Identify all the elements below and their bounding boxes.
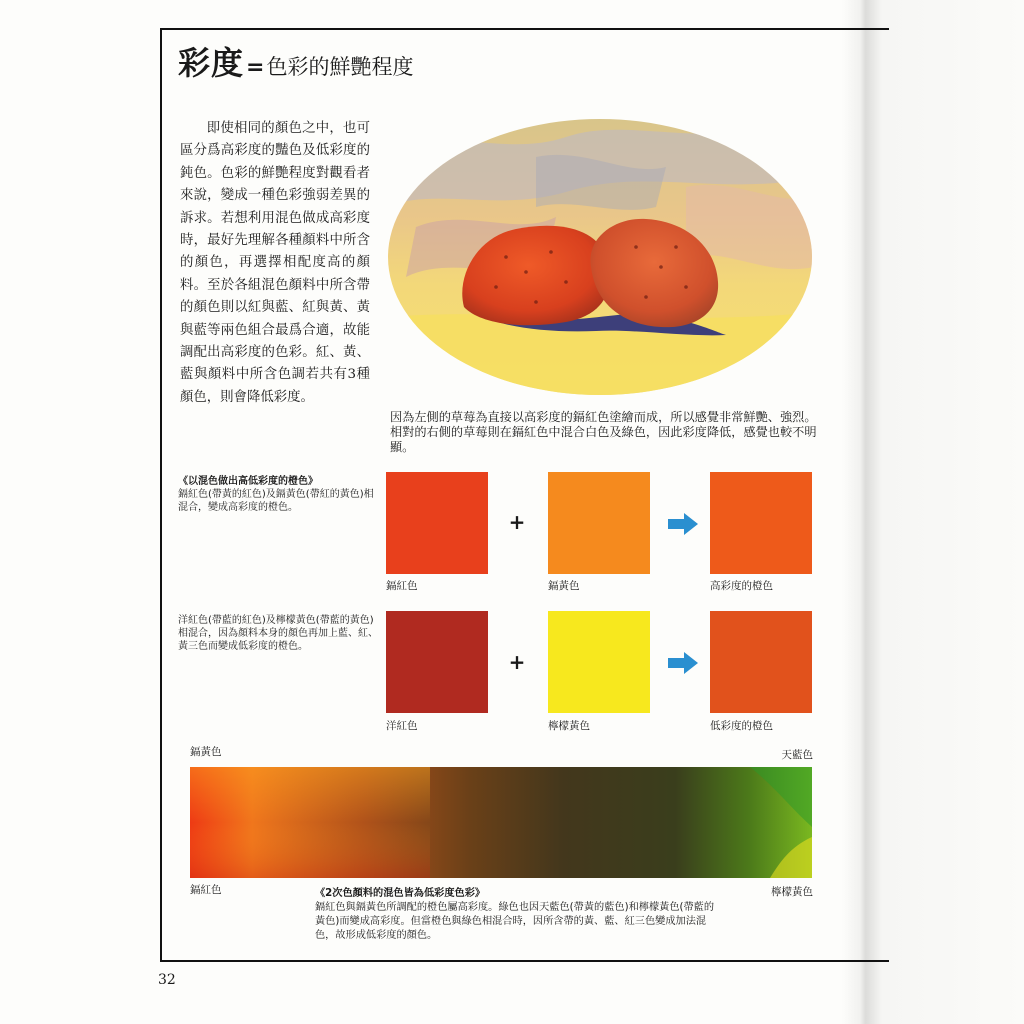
swatch-lemon-yellow [548, 611, 650, 713]
swatch-low-chroma-orange [710, 611, 812, 713]
band-caption-description: 鎘紅色與鎘黃色所調配的橙色屬高彩度。綠色也因天藍色(帶黃的藍色)和檸檬黃色(帶藍的黃色)而變成高彩度。但當橙色與綠色相混合時，因所含帶的黃、藍、紅三色變成加法混色，故形成低彩度的顏色。 [315, 902, 715, 941]
swatch-label: 鎘黃色 [548, 580, 580, 592]
page-title [178, 38, 413, 84]
painting-caption: 因為左側的草莓為直接以高彩度的鎘紅色塗繪而成，所以感覺非常鮮艷、強烈。相對的右側的草莓則在鎘紅色中混合白色及綠色，因此彩度降低，感覺也較不明顯。 [390, 410, 817, 454]
swatch-label: 檸檬黃色 [548, 720, 590, 732]
band-caption [315, 887, 715, 943]
swatch-label: 洋紅色 [386, 720, 418, 732]
color-mix-band [190, 767, 812, 878]
high-chroma-label [178, 475, 378, 514]
body-paragraph: 即使相同的顏色之中，也可區分爲高彩度的豔色及低彩度的鈍色。色彩的鮮艷程度對觀看者來說，變成一種色彩強弱差異的訴求。若想利用混色做成高彩度時，最好先理解各種顏料中所含的顏色，再選擇相配度高的顏料。至於各組混色顏料中所含帶的顏色則以紅與藍、紅與黃、黃與藍等兩色組合最爲合適，故能調配出高彩度的色彩。紅、黃、藍與顏料中所含色調若共有3種顏色，則會降低彩度。 [180, 121, 370, 405]
band-caption-heading: 《2次色顏料的混色皆為低彩度色彩》 [315, 888, 486, 899]
band-label-bottom-right: 檸檬黃色 [771, 886, 813, 898]
swatch-label: 鎘紅色 [386, 580, 418, 592]
title-subtitle: 色彩的鮮艷程度 [266, 55, 414, 79]
low-chroma-description: 洋紅色(帶藍的紅色)及檸檬黃色(帶藍的黃色)相混合，因為顏料本身的顏色再加上藍、紅、黃三色而變成低彩度的橙色。 [178, 615, 378, 652]
mix-section-heading: 《以混色做出高低彩度的橙色》 [178, 476, 318, 487]
arrow-right-icon [668, 652, 698, 674]
band-label-bottom-left: 鎘紅色 [190, 884, 222, 896]
swatch-label: 高彩度的橙色 [710, 580, 773, 592]
swatch-cadmium-red [386, 472, 488, 574]
high-chroma-description: 鎘紅色(帶黃的紅色)及鎘黃色(帶紅的黃色)相混合，變成高彩度的橙色。 [178, 489, 374, 513]
low-chroma-label [178, 614, 378, 653]
plus-sign: + [508, 650, 526, 674]
body-text [180, 118, 370, 409]
title-equals: = [246, 55, 265, 80]
swatch-label: 低彩度的橙色 [710, 720, 773, 732]
swatch-high-chroma-orange [710, 472, 812, 574]
arrow-right-icon [668, 513, 698, 535]
swatch-magenta [386, 611, 488, 713]
band-label-top-right: 天藍色 [781, 749, 813, 761]
plus-sign: + [508, 510, 526, 534]
swatch-cadmium-yellow [548, 472, 650, 574]
strawberry-painting [386, 117, 814, 397]
title-main: 彩度 [178, 44, 245, 82]
page-number: 32 [158, 972, 176, 988]
band-label-top-left: 鎘黃色 [190, 746, 222, 758]
